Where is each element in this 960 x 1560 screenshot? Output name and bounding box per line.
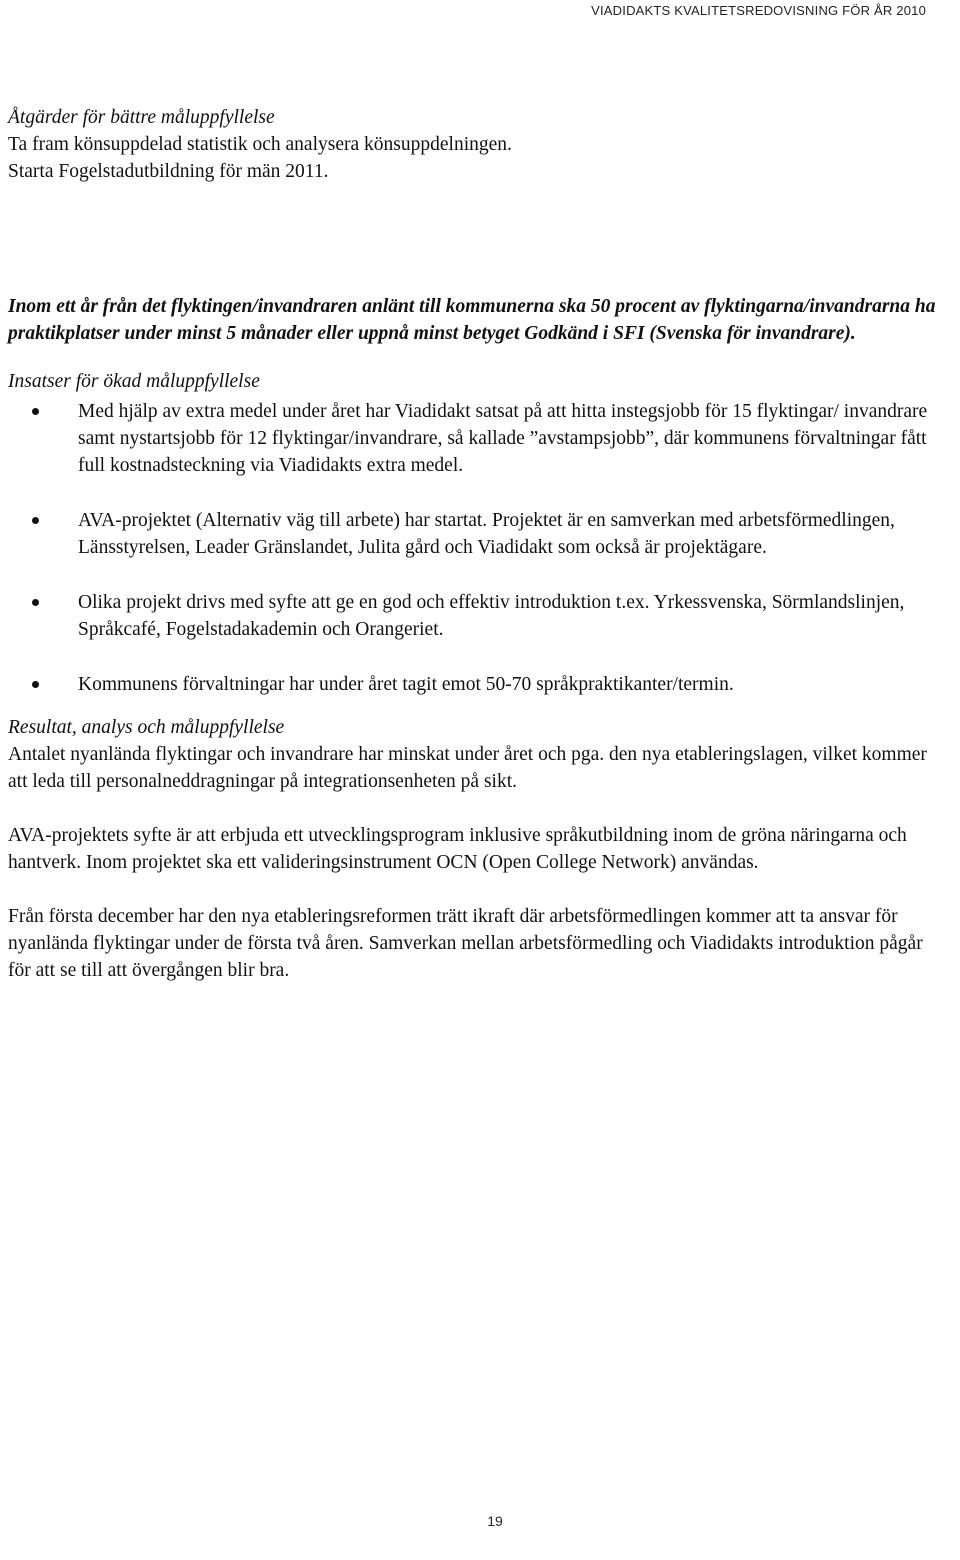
list-item: [8, 507, 938, 561]
results-paragraph: Antalet nyanlända flyktingar och invandrare har minskat under året och pga. den nya etableringslagen, vilket kommer att leda till personalneddragningar på integrationsenheten på sikt.: [8, 744, 927, 792]
list-item-text: AVA-projektet (Alternativ väg till arbete) har startat. Projektet är en samverkan med arbetsförmedlingen, Länsstyrelsen, Leader Gränslandet, Julita gård och Viadidakt som också är projektägare.: [78, 510, 895, 558]
efforts-heading: Insatser för ökad måluppfyllelse: [8, 371, 260, 392]
list-item-text: Olika projekt drivs med syfte att ge en god och effektiv introduktion t.ex. Yrkessvenska, Sörmlandslinjen, Språkcafé, Fogelstadakademin och Orangeriet.: [78, 592, 905, 640]
measures-line: Starta Fogelstadutbildning för män 2011.: [8, 161, 329, 182]
list-item: [8, 398, 938, 479]
bullet-icon: [32, 681, 39, 688]
results-paragraph: AVA-projektets syfte är att erbjuda ett utvecklingsprogram inklusive språkutbildning inom de gröna näringarna och hantverk. Inom projektet ska ett valideringsinstrument OCN (Open College Network) användas.: [8, 825, 907, 873]
list-item: [8, 671, 938, 698]
page-body: [8, 104, 938, 984]
measures-heading: Åtgärder för bättre måluppfyllelse: [8, 107, 275, 128]
list-item-text: Med hjälp av extra medel under året har Viadidakt satsat på att hitta instegsjobb för 15 flyktingar/ invandrare samt nystartsjobb för 12 flyktingar/invandrare, så kallade ”avstampsjobb”, där kommunens förvaltningar fått full kostnadsteckning via Viadidakts extra medel.: [78, 401, 928, 476]
results-paragraph: Från första december har den nya etableringsreformen trätt ikraft där arbetsförmedlingen kommer att ta ansvar för nyanlända flyktingar under de första två åren. Samverkan mellan arbetsförmedling och Viadidakts introduktion pågår för att se till att övergången blir bra.: [8, 906, 923, 981]
list-item: [8, 589, 938, 643]
efforts-list: [8, 398, 938, 698]
goal-statement: Inom ett år från det flyktingen/invandraren anlänt till kommunerna ska 50 procent av flyktingarna/invandrarna ha praktikplatser under minst 5 månader eller uppnå minst betyget Godkänd i SFI (Svenska för invandrare).: [8, 296, 936, 344]
page-number: 19: [487, 1513, 503, 1529]
measures-line: Ta fram könsuppdelad statistik och analysera könsuppdelningen.: [8, 134, 512, 155]
list-item-text: Kommunens förvaltningar har under året tagit emot 50-70 språkpraktikanter/termin.: [78, 674, 734, 695]
bullet-icon: [32, 599, 39, 606]
results-heading: Resultat, analys och måluppfyllelse: [8, 717, 285, 738]
running-header: VIADIDAKTS KVALITETSREDOVISNING FÖR ÅR 2010: [591, 3, 926, 18]
bullet-icon: [32, 517, 39, 524]
bullet-icon: [32, 408, 39, 415]
